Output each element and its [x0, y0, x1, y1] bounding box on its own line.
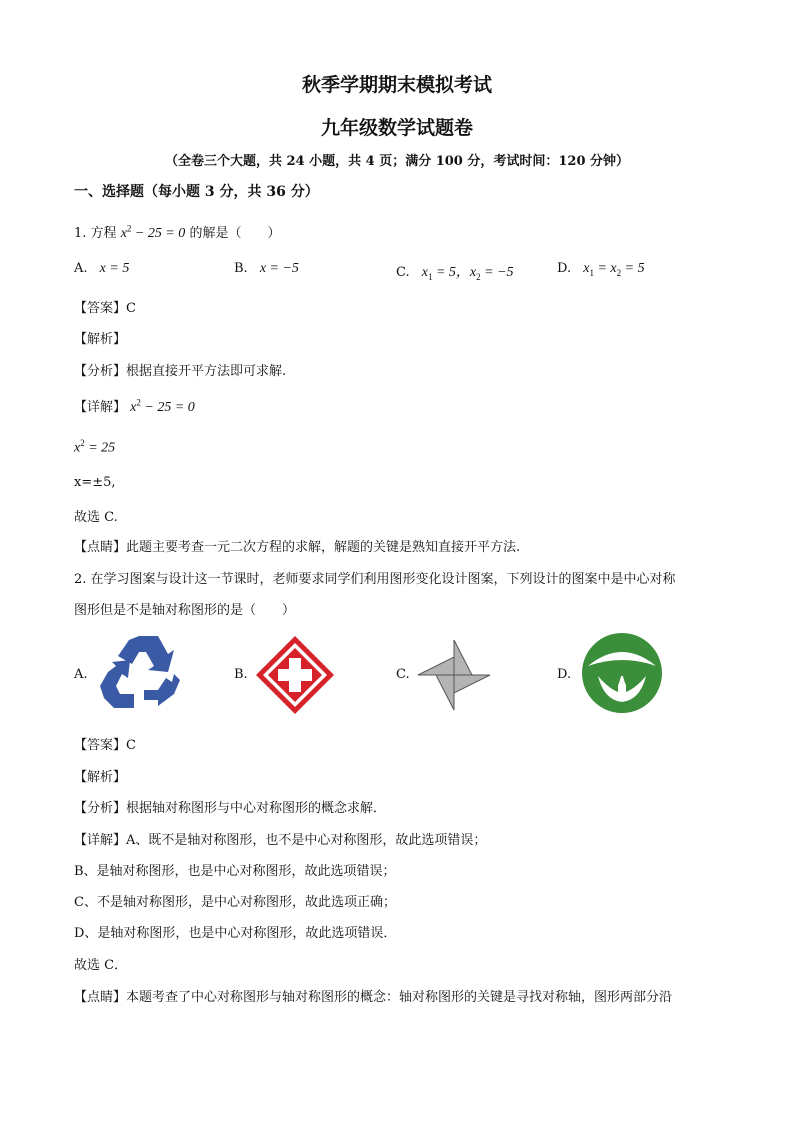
q2-choose: 故选 C． — [74, 958, 128, 973]
q2-comment: 【点睛】本题考查了中心对称图形与轴对称图形的概念：轴对称图形的关键是寻找对称轴，图形两部分沿 — [74, 990, 673, 1005]
q1-option-c — [396, 261, 514, 282]
q2-option-a-label: A. — [74, 667, 88, 682]
q1-option-d-label: D. — [557, 261, 572, 276]
q1-step-square: $x^2 = 25$ — [74, 438, 116, 456]
q1-equation: $x^2 - 25 = 0$ — [120, 223, 186, 241]
q2-stem-line2: 图形但是不是轴对称图形的是（ ） — [74, 603, 296, 618]
q1-option-d — [557, 261, 645, 278]
q1-detail — [74, 396, 195, 416]
q1-option-b — [234, 261, 299, 277]
q2-stem-line1: 2. 在学习图案与设计这一节课时，老师要求同学们利用图形变化设计图案，下列设计的图案中是中心对称 — [74, 572, 676, 587]
q2-option-d-label: D. — [557, 667, 572, 682]
q2-answer: 【答案】C — [74, 738, 136, 753]
q2-analysis: 【分析】根据轴对称图形与中心对称图形的概念求解． — [74, 801, 387, 816]
q2-option-b-label: B. — [234, 667, 248, 682]
q2-detail-c: C、不是轴对称图形，是中心对称图形，故此选项正确； — [74, 895, 396, 910]
q1-comment: 【点睛】此题主要考查一元二次方程的求解，解题的关键是熟知直接开平方法. — [74, 540, 521, 555]
q1-stem-suffix: 的解是（ ） — [189, 226, 281, 241]
q1-option-d-math: $x_1 = x_2 = 5$ — [583, 261, 645, 278]
recycle-icon — [96, 634, 182, 710]
q1-stem-prefix: 1. 方程 — [74, 226, 117, 241]
q1-option-a — [74, 261, 129, 277]
page-subtitle: 九年级数学试题卷 — [320, 117, 473, 139]
q1-choose: 故选 C. — [74, 510, 118, 525]
q1-option-b-math: x = −5 — [259, 261, 299, 276]
q1-answer: 【答案】C — [74, 301, 136, 316]
q2-option-c-label: C. — [396, 667, 410, 682]
q1-option-a-label: A. — [74, 261, 88, 276]
pinwheel-icon — [416, 638, 492, 712]
q2-detail-b: B、是轴对称图形，也是中心对称图形，故此选项错误； — [74, 864, 396, 879]
q2-detail-d: D、是轴对称图形，也是中心对称图形，故此选项错误． — [74, 926, 397, 941]
green-food-logo-icon — [580, 632, 664, 714]
q1-analysis-heading: 【解析】 — [74, 332, 127, 347]
q1-detail-prefix: 【详解】 — [74, 400, 127, 415]
q1-step-x: x=±5, — [74, 475, 116, 490]
q1-detail-equation: $x^2 - 25 = 0$ — [130, 397, 195, 415]
red-cross-icon — [254, 634, 336, 716]
q1-option-c-math: $x_1 = 5$，$x_2 = -5$ — [421, 265, 514, 282]
section-heading: 一、选择题（每小题 3 分，共 36 分） — [74, 184, 319, 200]
q1-stem — [74, 222, 280, 242]
q2-analysis-heading: 【解析】 — [74, 770, 127, 785]
q1-option-b-label: B. — [234, 261, 248, 276]
exam-meta: （全卷三个大题，共 24 小题，共 4 页；满分 100 分，考试时间：120 分钟） — [164, 154, 630, 169]
page-title: 秋季学期期末模拟考试 — [301, 74, 492, 96]
q1-option-a-math: x = 5 — [99, 261, 130, 276]
q1-analysis: 【分析】根据直接开平方法即可求解. — [74, 364, 287, 379]
q2-detail-a: 【详解】A、既不是轴对称图形，也不是中心对称图形，故此选项错误； — [74, 833, 487, 848]
q1-option-c-label: C. — [396, 265, 410, 280]
